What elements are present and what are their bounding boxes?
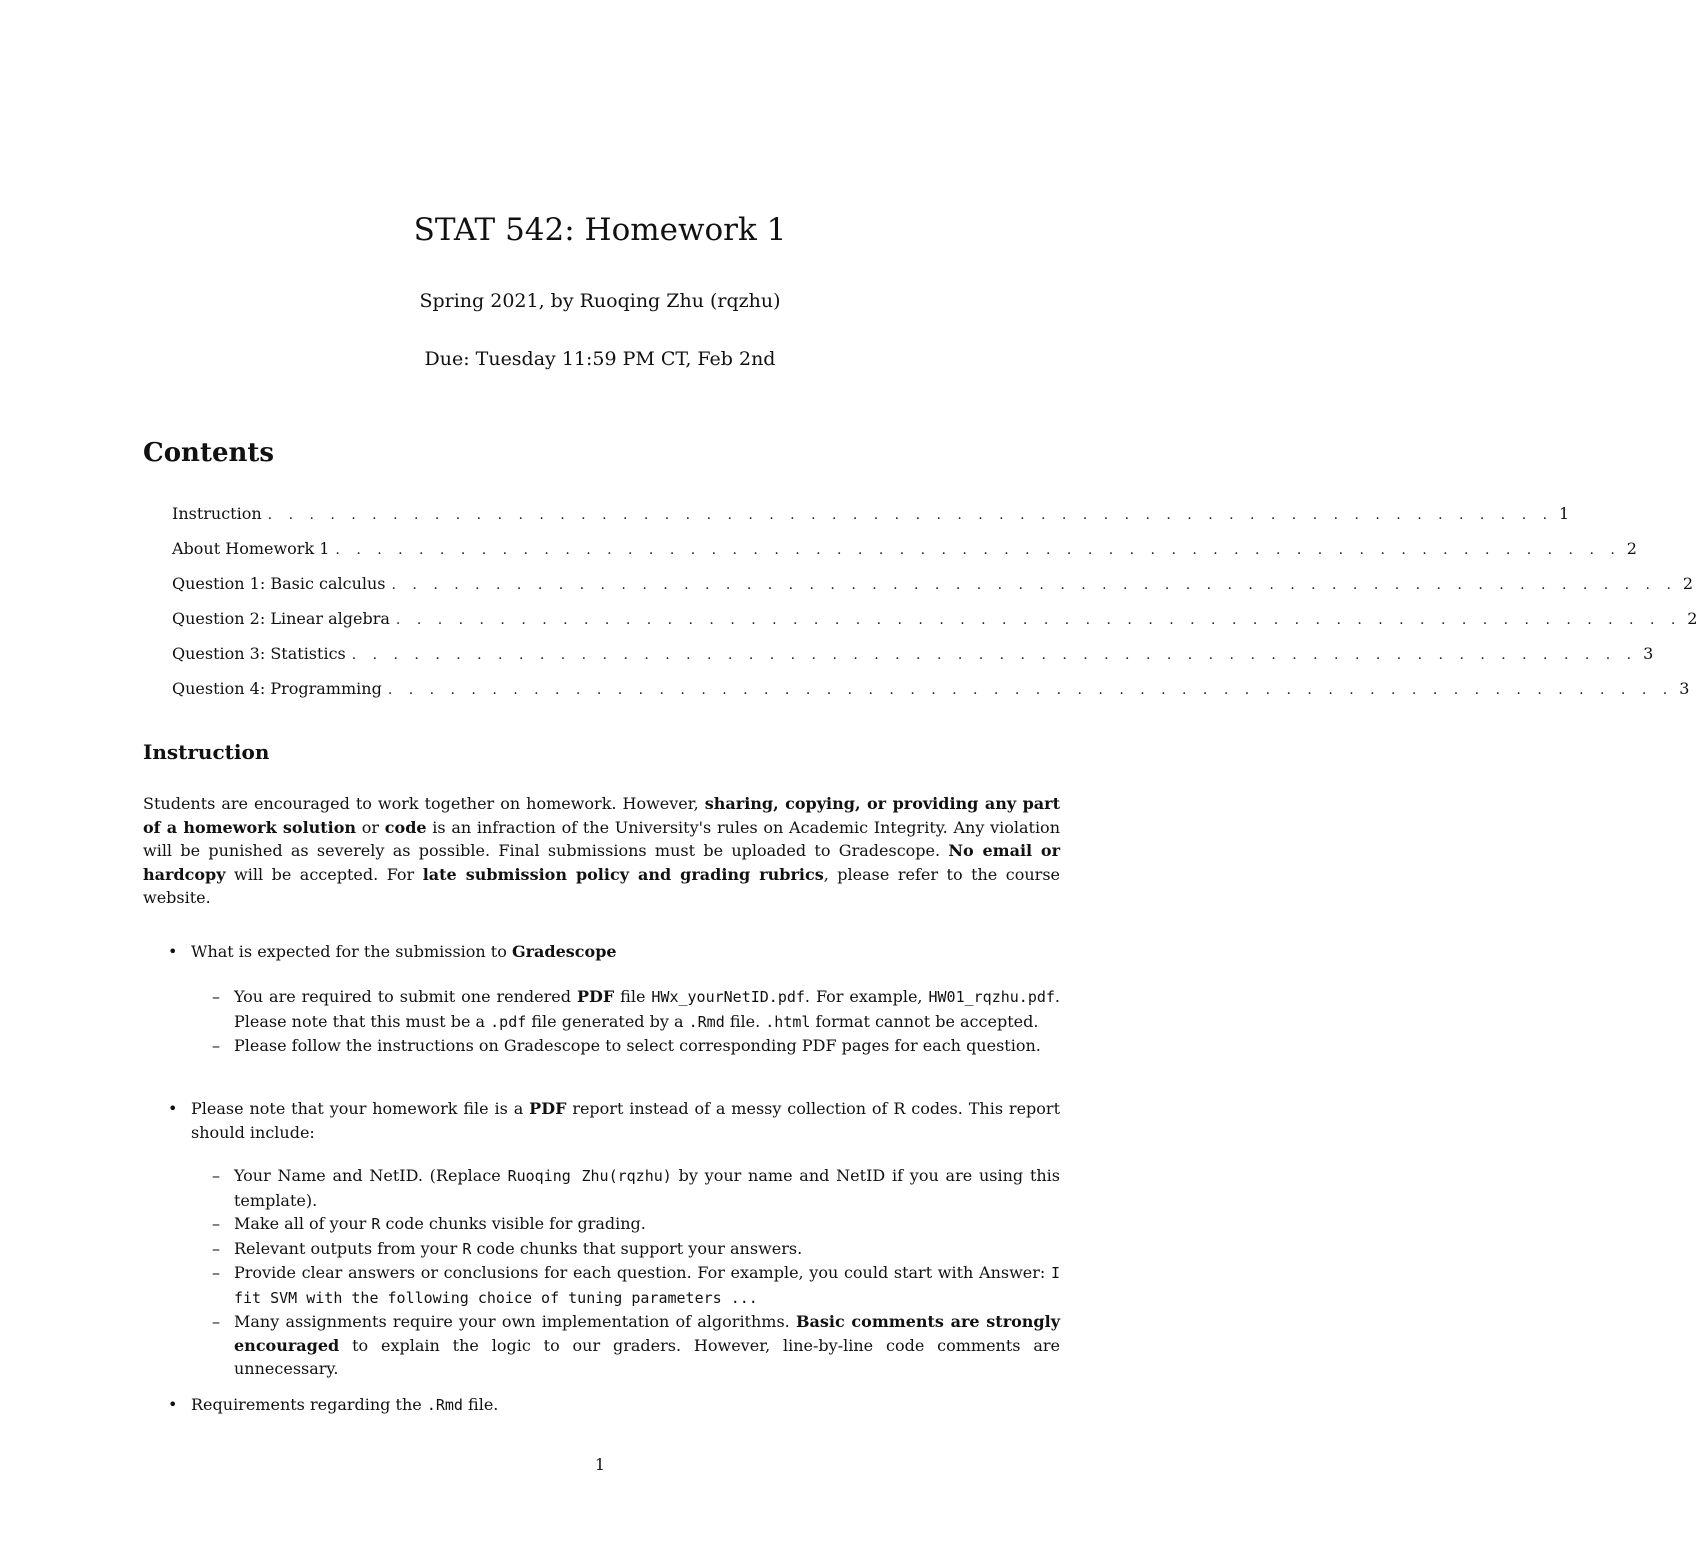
sub-list-item	[212, 1310, 1060, 1381]
code-text: .Rmd	[688, 1012, 725, 1031]
text-run: Relevant outputs from your	[234, 1238, 458, 1258]
bold-text: sharing, copying, or providing any part of a homework solution	[143, 794, 1060, 837]
bold-text: Gradescope	[511, 942, 617, 961]
text-run: Answer:	[979, 1263, 1046, 1282]
text-run: code chunks visible for grading.	[385, 1214, 646, 1233]
text-run: Students are encouraged to work together on homework. However,	[143, 794, 699, 813]
sub-list-item	[212, 985, 1060, 1034]
text-run: file	[620, 987, 646, 1006]
bullet-item	[168, 1097, 1060, 1144]
contents-heading: Contents	[143, 438, 275, 468]
text-run: You are required to submit one rendered	[234, 987, 571, 1006]
due-line: Due: Tuesday 11:59 PM CT, Feb 2nd	[424, 348, 776, 370]
bold-text: code	[384, 817, 427, 837]
toc-leader-dots: . . . . . . . . . . . . . . . . . . . . . . . . . . . . . . . . . . . . . . . . . . . . . . . . . . . . . . . . . . . . . .	[391, 577, 1677, 593]
sub-list-item	[212, 1261, 1060, 1310]
toc-leader-dots: . . . . . . . . . . . . . . . . . . . . . . . . . . . . . . . . . . . . . . . . . . . . . . . . . . . . . . . . . . . . . .	[335, 542, 1621, 558]
sub-list-item	[212, 1212, 1060, 1237]
text-run: by your name and NetID if you are using this template).	[234, 1166, 1061, 1210]
text-run: Provide clear answers or conclusions for each question. For example, you could start with	[234, 1263, 974, 1282]
text-run: code chunks that support your answers.	[476, 1238, 803, 1258]
bold-text: late submission policy and grading rubrics	[422, 864, 824, 884]
code-text: R	[462, 1239, 472, 1258]
code-text: R	[371, 1215, 381, 1233]
text-run: will be accepted. For	[234, 864, 415, 884]
page-number: 1	[594, 1455, 606, 1474]
text-run: Your Name and NetID. (Replace	[234, 1166, 501, 1185]
sub-list	[212, 1164, 1060, 1381]
dash-icon: –	[212, 1263, 220, 1282]
dash-icon: –	[212, 1166, 220, 1185]
toc-item-page: 2	[1687, 609, 1697, 628]
bullet-icon: •	[168, 1395, 178, 1414]
toc-item-page: 3	[1679, 679, 1690, 698]
table-of-contents	[172, 500, 1697, 710]
code-text: I fit SVM with the following choice of tuning parameters ...	[234, 1264, 1060, 1307]
text-run: file.	[468, 1395, 499, 1414]
text-run: What is expected for the submission to	[191, 942, 507, 961]
sub-list	[212, 985, 1060, 1058]
toc-item-page: 1	[1559, 504, 1570, 523]
dash-icon: –	[212, 1238, 220, 1258]
text-run: Make all of your	[234, 1214, 367, 1233]
code-text: .pdf	[490, 1012, 527, 1031]
toc-item-label: About Homework 1	[172, 535, 335, 563]
bold-text: Basic comments are strongly encouraged	[234, 1312, 1060, 1355]
text-run: to explain the logic to our graders. However, line-by-line code comments are unnecessary.	[234, 1335, 1060, 1378]
code-text: HW01_rqzhu.pdf	[928, 988, 1055, 1006]
toc-leader-dots: . . . . . . . . . . . . . . . . . . . . . . . . . . . . . . . . . . . . . . . . . . . . . . . . . . . . . . . . . . . . . .	[267, 507, 1554, 523]
toc-item[interactable]	[172, 605, 1697, 640]
toc-leader-dots: . . . . . . . . . . . . . . . . . . . . . . . . . . . . . . . . . . . . . . . . . . . . . . . . . . . . . . . . . . . . . .	[351, 647, 1638, 663]
toc-item[interactable]	[172, 640, 1654, 675]
toc-item-label: Question 2: Linear algebra	[172, 605, 396, 633]
toc-item[interactable]	[172, 675, 1690, 710]
dash-icon: –	[212, 987, 220, 1006]
toc-leader-dots: . . . . . . . . . . . . . . . . . . . . . . . . . . . . . . . . . . . . . . . . . . . . . . . . . . . . . . . . . . . . . .	[395, 612, 1682, 628]
code-text: Ruoqing Zhu(rqzhu)	[507, 1167, 672, 1185]
text-run: Please note that your homework file is a	[191, 1099, 524, 1118]
code-text: HWx_yourNetID.pdf	[651, 988, 805, 1006]
text-run: or	[361, 817, 380, 837]
text-run: format cannot be accepted.	[815, 1011, 1039, 1031]
bullet-item	[168, 940, 1060, 964]
toc-item-label: Question 3: Statistics	[172, 640, 352, 668]
instruction-paragraph	[143, 792, 1060, 910]
text-run: file.	[729, 1011, 761, 1031]
toc-item-label: Instruction	[172, 500, 268, 528]
toc-item-label: Question 1: Basic calculus	[172, 570, 392, 598]
bullet-icon: •	[168, 942, 178, 961]
sub-list-item	[212, 1164, 1060, 1212]
bullet-icon: •	[168, 1099, 178, 1118]
toc-item-page: 3	[1643, 644, 1654, 663]
text-run: Please follow the instructions on Gradescope to select corresponding PDF pages for each question.	[234, 1036, 1041, 1055]
text-run: file generated by a	[531, 1011, 684, 1031]
bold-text: PDF	[529, 1099, 567, 1118]
author-line: Spring 2021, by Ruoqing Zhu (rqzhu)	[419, 290, 781, 312]
toc-item[interactable]	[172, 500, 1570, 535]
toc-item[interactable]	[172, 570, 1694, 605]
bold-text: PDF	[576, 987, 615, 1006]
bold-text: No email or hardcopy	[143, 841, 1060, 884]
dash-icon: –	[212, 1312, 220, 1331]
text-run: Requirements regarding the	[191, 1395, 422, 1414]
toc-item-label: Question 4: Programming	[172, 675, 388, 703]
toc-item[interactable]	[172, 535, 1637, 570]
sub-list-item	[212, 1237, 1060, 1262]
text-run: . For example,	[804, 987, 923, 1006]
toc-leader-dots: . . . . . . . . . . . . . . . . . . . . . . . . . . . . . . . . . . . . . . . . . . . . . . . . . . . . . . . . . . . . . .	[387, 682, 1674, 698]
code-text: .Rmd	[426, 1396, 463, 1414]
text-run: This report should include:	[191, 1099, 1061, 1142]
text-run: , please refer to the course website.	[143, 864, 1061, 907]
text-run: is an infraction of the University's rules on Academic Integrity. Any violation will be punished as severely as possible. Final submissions must be uploaded to Gradescope.	[143, 817, 1060, 860]
sub-list-item	[212, 1034, 1060, 1058]
text-run: . Please note that this must be a	[234, 987, 1061, 1031]
document-title: STAT 542: Homework 1	[413, 212, 787, 248]
text-run: report instead of a messy collection of R codes.	[572, 1099, 963, 1118]
bullet-item	[168, 1393, 1060, 1418]
toc-item-page: 2	[1626, 539, 1637, 558]
section-heading-instruction: Instruction	[143, 740, 270, 764]
toc-item-page: 2	[1682, 574, 1694, 593]
dash-icon: –	[212, 1214, 220, 1233]
text-run: Many assignments require your own implementation of algorithms.	[234, 1312, 790, 1331]
dash-icon: –	[212, 1036, 220, 1055]
code-text: .html	[765, 1012, 811, 1031]
